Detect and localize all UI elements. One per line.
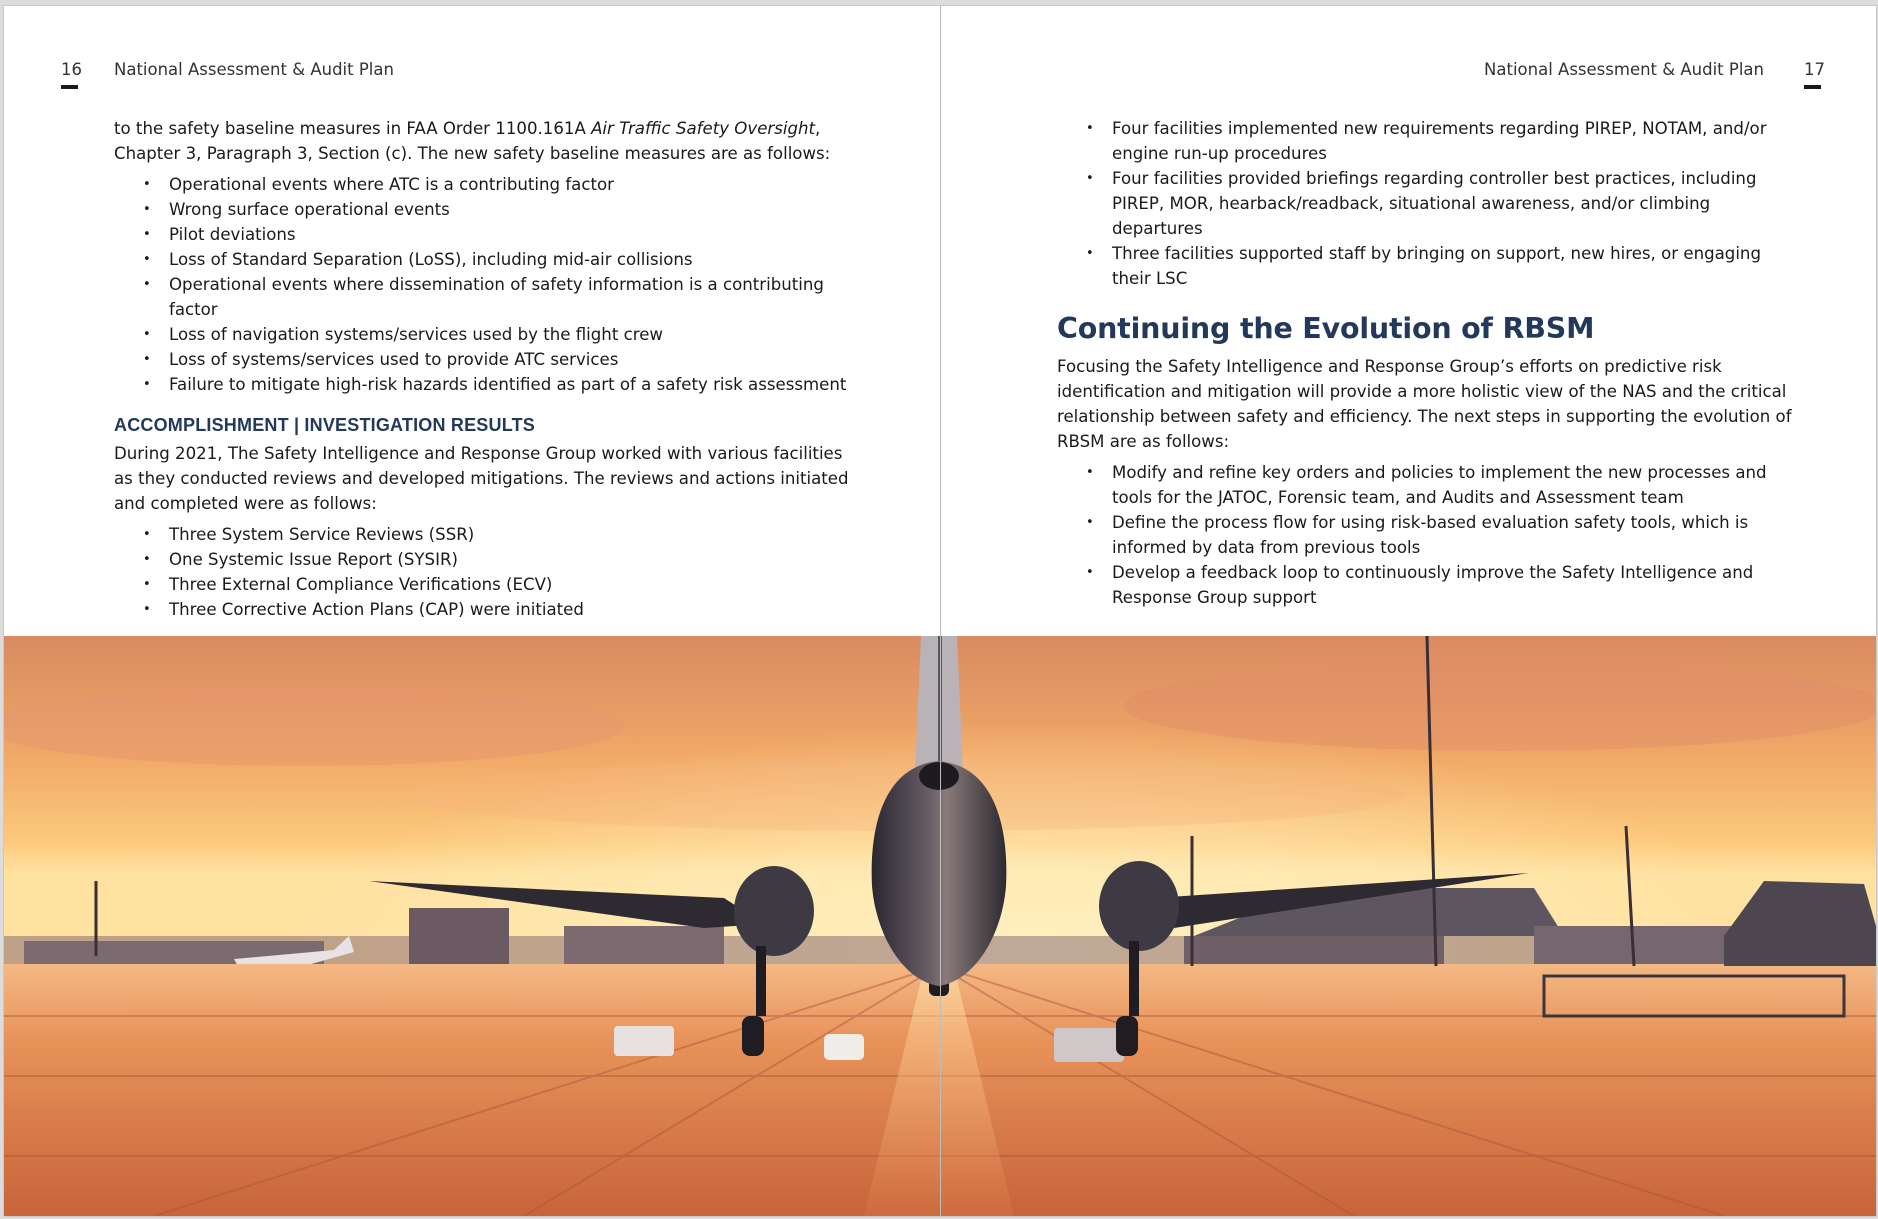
list-item: • Four facilities provided briefings regarding controller best practices, including PIREP, MOR, hearback/readback, situational awareness, and/or climbing departures [1112, 166, 1797, 241]
list-item: • Loss of systems/services used to provide ATC services [169, 347, 854, 372]
list-item: • Operational events where dissemination of safety information is a contributing factor [169, 272, 854, 322]
left-page-body [114, 116, 854, 622]
section-heading: Continuing the Evolution of RBSM [1057, 312, 1595, 345]
running-head: National Assessment & Audit Plan [1484, 60, 1764, 79]
next-steps-list [1057, 460, 1797, 610]
running-head: National Assessment & Audit Plan [114, 60, 394, 79]
list-item: • Define the process flow for using risk-based evaluation safety tools, which is informed by data from previous tools [1112, 510, 1797, 560]
list-item: • Three Corrective Action Plans (CAP) were initiated [169, 597, 854, 622]
accomplishment-paragraph: During 2021, The Safety Intelligence and Response Group worked with various facilities as they conducted reviews and developed mitigations. The reviews and actions initiated and completed were as follows: [114, 444, 849, 513]
order-title: Air Traffic Safety Oversight [591, 119, 816, 138]
list-item: • Modify and refine key orders and policies to implement the new processes and tools for the JATOC, Forensic team, and Audits and Assessment team [1112, 460, 1797, 510]
list-item: • Wrong surface operational events [169, 197, 854, 222]
list-item: • Loss of Standard Separation (LoSS), including mid-air collisions [169, 247, 854, 272]
list-item: • Three System Service Reviews (SSR) [169, 522, 854, 547]
list-item: • Three External Compliance Verifications (ECV) [169, 572, 854, 597]
page-number-rule [61, 85, 78, 89]
list-item: • One Systemic Issue Report (SYSIR) [169, 547, 854, 572]
list-item: • Operational events where ATC is a contributing factor [169, 172, 854, 197]
page-number-rule [1804, 85, 1821, 89]
page-number: 17 [1804, 60, 1825, 89]
list-item: • Develop a feedback loop to continuously improve the Safety Intelligence and Response Group support [1112, 560, 1797, 610]
list-item: • Pilot deviations [169, 222, 854, 247]
page-gutter [940, 6, 941, 1216]
baseline-measures-list [114, 172, 854, 397]
list-item: • Failure to mitigate high-risk hazards identified as part of a safety risk assessment [169, 372, 854, 397]
section-paragraph: Focusing the Safety Intelligence and Response Group’s efforts on predictive risk identification and mitigation will provide a more holistic view of the NAS and the critical relationship between safety and efficiency. The next steps in supporting the evolution of RBSM are as follows: [1057, 357, 1792, 451]
list-item: • Loss of navigation systems/services used by the flight crew [169, 322, 854, 347]
right-page-body [1057, 116, 1797, 610]
list-item: • Four facilities implemented new requirements regarding PIREP, NOTAM, and/or engine run-up procedures [1112, 116, 1797, 166]
document-spread [4, 6, 1876, 1216]
accomplishment-heading: ACCOMPLISHMENT | INVESTIGATION RESULTS [114, 415, 535, 435]
facility-items-list [1057, 116, 1797, 291]
review-items-list [114, 522, 854, 622]
page-number: 16 [61, 60, 82, 89]
intro-paragraph: to the safety baseline measures in FAA Order 1100.161A Air Traffic Safety Oversight, Chapter 3, Paragraph 3, Section (c). The new safety baseline measures are as follows: [114, 119, 831, 163]
list-item: • Three facilities supported staff by bringing on support, new hires, or engaging their LSC [1112, 241, 1797, 291]
